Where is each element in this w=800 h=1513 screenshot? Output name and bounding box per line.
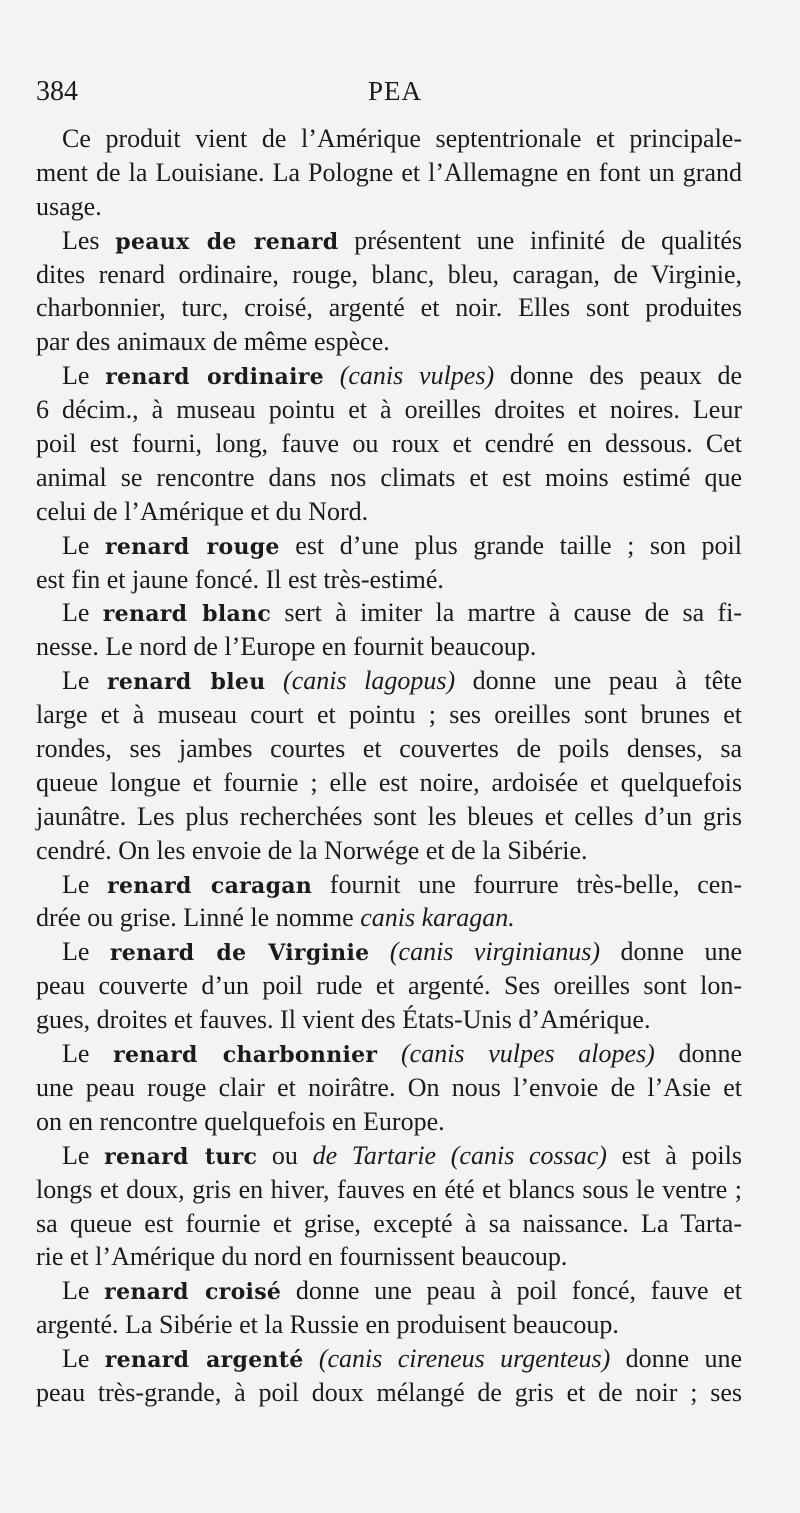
text-run: usage. bbox=[36, 191, 102, 221]
text-line bbox=[36, 529, 742, 563]
text-run bbox=[369, 937, 389, 966]
latin-name: de Tartarie (canis cossac) bbox=[312, 1140, 607, 1170]
text-line bbox=[36, 630, 742, 664]
text-line bbox=[36, 1139, 742, 1173]
text-run: Le bbox=[62, 1140, 105, 1170]
text-line bbox=[36, 1037, 742, 1071]
text-run: peau très-grande, à poil doux mélangé de gris et de noir ; ses bbox=[36, 1377, 742, 1407]
text-line bbox=[36, 359, 742, 393]
text-run: Le bbox=[62, 530, 105, 560]
text-run: est à poils bbox=[606, 1140, 742, 1170]
text-run: ou bbox=[257, 1140, 313, 1170]
text-run: 6 décim., à museau pointu et à oreilles droites et noires. Leur bbox=[36, 395, 742, 425]
entry-heading: renard turc bbox=[104, 1143, 258, 1170]
text-line bbox=[36, 122, 742, 156]
entry-heading: renard charbonnier bbox=[113, 1042, 378, 1069]
entry-heading: renard ordinaire bbox=[105, 364, 324, 391]
article-body bbox=[36, 122, 742, 1410]
text-run: peau couverte d’un poil rude et argenté. Ses oreilles sont lon- bbox=[36, 971, 742, 1001]
text-line bbox=[36, 698, 742, 732]
entry-heading: renard de Virginie bbox=[109, 940, 370, 967]
text-line bbox=[36, 1105, 742, 1139]
text-line bbox=[36, 800, 742, 834]
text-run: Le bbox=[62, 869, 108, 899]
latin-name: (canis vulpes alopes) bbox=[401, 1039, 655, 1069]
text-line bbox=[36, 156, 742, 190]
text-run: celui de l’Amérique et du Nord. bbox=[36, 496, 369, 526]
text-line bbox=[36, 1240, 742, 1274]
text-run: animal se rencontre dans nos climats et est moins estimé que bbox=[36, 462, 742, 492]
page-number: 384 bbox=[36, 76, 78, 107]
text-line bbox=[36, 190, 742, 224]
text-run: drée ou grise. Linné le nomme bbox=[36, 903, 361, 933]
text-run: gues, droites et fauves. Il vient des États-Unis d’Amérique. bbox=[36, 1005, 651, 1035]
text-line bbox=[36, 563, 742, 597]
latin-name: (canis cireneus urgenteus) bbox=[318, 1344, 611, 1374]
text-run: une peau rouge clair et noirâtre. On nous l’envoie de l’Asie et bbox=[36, 1072, 742, 1102]
text-run: argenté. La Sibérie et la Russie en produisent beaucoup. bbox=[36, 1310, 619, 1340]
text-line bbox=[36, 1207, 742, 1241]
text-run: Le bbox=[62, 361, 106, 391]
text-run: longs et doux, gris en hiver, fauves en été et blancs sous le ventre ; bbox=[36, 1174, 742, 1204]
text-line bbox=[36, 901, 742, 935]
text-line bbox=[36, 325, 742, 359]
entry-heading: renard argenté bbox=[104, 1347, 304, 1374]
text-run: Le bbox=[62, 1276, 105, 1306]
text-run: Les bbox=[62, 225, 116, 255]
entry-heading: renard rouge bbox=[104, 533, 280, 560]
text-line bbox=[36, 1308, 742, 1342]
text-run: large et à museau court et pointu ; ses oreilles sont brunes et bbox=[36, 700, 742, 730]
text-run: Le bbox=[62, 598, 103, 628]
latin-name: (canis virginianus) bbox=[389, 937, 601, 967]
text-run: jaunâtre. Les plus recherchées sont les bleues et celles d’un gris bbox=[36, 801, 742, 831]
text-run: nesse. Le nord de l’Europe en fournit beaucoup. bbox=[36, 632, 537, 662]
latin-name: (canis lagopus) bbox=[283, 666, 456, 696]
text-line bbox=[36, 1342, 742, 1376]
entry-heading: renard blanc bbox=[102, 601, 272, 628]
text-run: sa queue est fournie et grise, excepté à sa naissance. La Tarta- bbox=[36, 1208, 742, 1238]
text-run bbox=[266, 666, 284, 695]
text-line bbox=[36, 1173, 742, 1207]
text-run: par des animaux de même espèce. bbox=[36, 327, 390, 357]
running-title: PEA bbox=[368, 76, 423, 106]
text-run: donne une bbox=[600, 937, 742, 967]
text-line bbox=[36, 258, 742, 292]
text-run: Le bbox=[62, 666, 107, 696]
text-line bbox=[36, 291, 742, 325]
text-line bbox=[36, 732, 742, 766]
text-run: donne une peau à poil foncé, fauve et bbox=[281, 1276, 743, 1306]
text-run: présentent une infinité de qualités bbox=[338, 225, 742, 255]
text-run: est fin et jaune foncé. Il est très-estimé. bbox=[36, 564, 444, 594]
text-run: on en rencontre quelquefois en Europe. bbox=[36, 1106, 445, 1136]
entry-heading: renard croisé bbox=[104, 1279, 282, 1306]
text-line bbox=[36, 427, 742, 461]
text-run bbox=[377, 1039, 401, 1068]
text-line bbox=[36, 1071, 742, 1105]
text-run: Ce produit vient de l’Amérique septentrionale et principale- bbox=[62, 124, 742, 153]
text-line bbox=[36, 834, 742, 868]
text-run: fournit une fourrure très-belle, cen- bbox=[312, 869, 742, 899]
entry-heading: renard bleu bbox=[106, 669, 266, 696]
text-run: rie et l’Amérique du nord en fournissent beaucoup. bbox=[36, 1242, 568, 1272]
text-line bbox=[36, 1003, 742, 1037]
text-line bbox=[36, 766, 742, 800]
text-line bbox=[36, 224, 742, 258]
text-run: donne bbox=[654, 1039, 743, 1069]
text-line bbox=[36, 1274, 742, 1308]
text-line bbox=[36, 596, 742, 630]
latin-name: canis karagan. bbox=[360, 903, 515, 933]
latin-name: (canis vulpes) bbox=[339, 361, 495, 391]
running-header bbox=[36, 76, 742, 116]
text-line bbox=[36, 495, 742, 529]
text-run: poil est fourni, long, fauve ou roux et cendré en dessous. Cet bbox=[36, 429, 742, 459]
text-line bbox=[36, 935, 742, 969]
text-run: cendré. On les envoie de la Norwége et de la Sibérie. bbox=[36, 835, 588, 865]
text-run: rondes, ses jambes courtes et couvertes de poils denses, sa bbox=[36, 734, 742, 764]
text-line bbox=[36, 461, 742, 495]
text-run bbox=[324, 361, 340, 390]
text-line bbox=[36, 393, 742, 427]
text-run: dites renard ordinaire, rouge, blanc, bleu, caragan, de Virginie, bbox=[36, 259, 742, 289]
text-run: ment de la Louisiane. La Pologne et l’Allemagne en font un grand bbox=[36, 157, 742, 187]
text-line bbox=[36, 664, 742, 698]
text-line bbox=[36, 868, 742, 902]
text-line bbox=[36, 1376, 742, 1410]
text-run bbox=[304, 1344, 319, 1373]
text-run: donne une peau à tête bbox=[455, 666, 742, 696]
text-run: charbonnier, turc, croisé, argenté et noir. Elles sont produites bbox=[36, 293, 742, 323]
text-run: donne une bbox=[610, 1344, 743, 1374]
text-run: Le bbox=[62, 937, 110, 967]
entry-heading: peaux de renard bbox=[115, 228, 339, 255]
text-line bbox=[36, 969, 742, 1003]
text-run: Le bbox=[62, 1039, 114, 1069]
text-run: queue longue et fournie ; elle est noire, ardoisée et quelquefois bbox=[36, 767, 742, 797]
text-run: Le bbox=[62, 1344, 105, 1374]
text-run: sert à imiter la martre à cause de sa fi- bbox=[271, 598, 743, 628]
text-run: donne des peaux de bbox=[494, 361, 743, 391]
entry-heading: renard caragan bbox=[107, 872, 313, 899]
text-run: est d’une plus grande taille ; son poil bbox=[279, 530, 742, 560]
